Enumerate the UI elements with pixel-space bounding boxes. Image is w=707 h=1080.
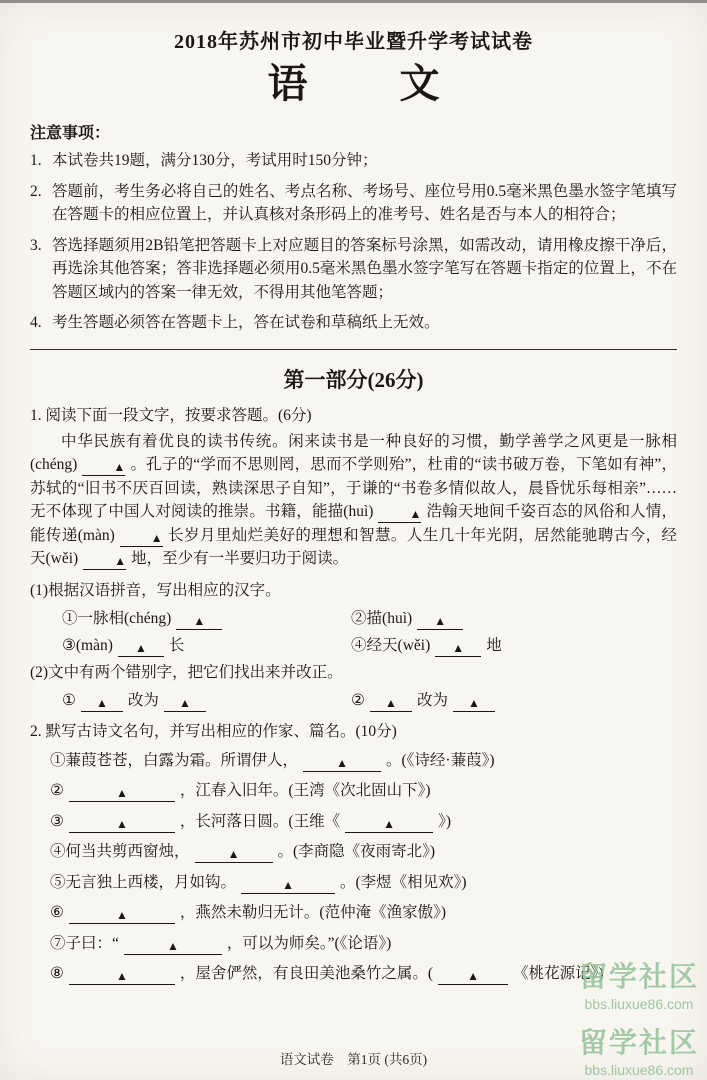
answer-blank: ▲ [241,878,335,894]
text-segment: ④何当共剪西窗烛， [50,843,190,860]
q1-sub2-prompt: (2)文中有两个错别字，把它们找出来并改正。 [30,663,343,681]
notice-heading: 注意事项： [30,125,111,142]
answer-blank: ▲ [69,817,175,833]
subject-title [30,60,677,108]
answer-blank: ▲ [378,507,421,523]
q2-line [30,776,677,807]
q2-line [30,746,677,777]
text-segment: 改为 [127,691,159,709]
pinyin-item [351,632,677,659]
q2-line [30,837,677,868]
answer-blank: ▲ [120,531,163,547]
text-segment: 。(李商隐《夜雨寄北》) [277,843,436,860]
pinyin-item [62,632,351,659]
q2-line [30,868,677,899]
text-segment: 长 [168,636,185,654]
question-2 [30,720,677,990]
text-segment: ，可以为师矣。”(《论语》) [226,934,392,952]
notice-text: 答选择题须用2B铅笔把答题卡上对应题目的答案标号涂黑，如需改动，请用橡皮擦干净后，再选涂其他答案；答非选择题必须用0.5毫米黑色墨水签字笔写在答题卡指定的位置上，不在答题区域内的答案一律无效，不得用其他笔答题； [52,236,677,301]
watermark-name: 留学社区 [578,1027,699,1058]
section-divider [30,349,677,350]
text-segment: ⑦子曰：“ [50,934,119,952]
text-segment: ，屋舍俨然，有良田美池桑竹之属。( [179,965,434,982]
exam-title: 2018年苏州市初中毕业暨升学考试试卷 [174,31,533,53]
text-segment: 改为 [416,691,448,709]
q1-sub1-prompt: (1)根据汉语拼音，写出相应的汉字。 [30,581,281,599]
answer-blank: ▲ [69,786,175,802]
answer-blank: ▲ [303,756,381,772]
text-segment: ③ [50,812,64,830]
q2-line [30,807,677,838]
question-1 [30,404,677,714]
answer-blank: ▲ [118,641,164,657]
notice-item [30,311,677,335]
answer-blank: ▲ [435,641,481,657]
page-footer: 语文试卷 第1页 (共6页) [279,1052,428,1067]
answer-blank: ▲ [345,817,433,833]
q1-prompt: 1. 阅读下面一段文字，按要求答题。(6分) [30,406,312,424]
watermark-name: 留学社区 [578,961,699,992]
text-segment: 地 [486,636,502,654]
text-segment: ⑥ [50,904,64,921]
q2-line [30,929,677,960]
text-segment: 。(李煜《相见欢》) [340,873,467,891]
notice-text: 答题前，考生务必将自己的姓名、考点名称、考场号、座位号用0.5毫米黑色墨水签字笔填写在答题卡的相应位置上，并认真核对条形码上的准考号、姓名是否与本人的相符合； [52,182,677,223]
text-segment: ⑤无言独上西楼，月如钩。 [50,873,237,891]
notice-text: 本试卷共19题，满分130分，考试用时150分钟； [52,152,378,169]
text-segment: ① [62,691,76,709]
pinyin-item [351,605,677,632]
answer-blank: ▲ [69,908,175,924]
answer-blank: ▲ [164,696,206,712]
watermark-url: bbs.liuxue86.com [584,996,694,1012]
answer-blank: ▲ [82,460,125,476]
q2-line [30,898,677,929]
text-segment: ⑧ [50,965,64,982]
answer-blank: ▲ [81,696,123,712]
typo-item [351,687,677,714]
notice-list [30,149,677,335]
answer-blank: ▲ [438,969,508,985]
notice-item [30,234,677,305]
q1-typo-grid [30,687,677,714]
pinyin-item [62,605,351,632]
notice-number: 4. [30,314,42,331]
text-segment: 中华民族有着优良的读书传统。闲来读书是一种良好的习惯，勤学善学之风更是一脉相(chéng) [30,432,677,473]
answer-blank: ▲ [453,696,495,712]
text-segment: 长岁月里灿烂美好的理想和智慧。人生几十年光阴，居然能驰聘古今，经天(wěi) [30,526,677,567]
notice-number: 1. [30,152,42,169]
q1-passage [30,430,677,571]
text-segment: ③(màn) [62,636,113,654]
q2-line [30,959,677,990]
text-segment: ④经天(wěi) [351,636,431,654]
text-segment: 《桃花源记》) [513,965,604,982]
section-title: 第一部分(26分) [283,367,424,392]
text-segment: ②描(huì) [351,609,413,627]
answer-blank: ▲ [370,696,412,712]
q1-pinyin-grid [30,605,677,659]
answer-blank: ▲ [176,614,222,630]
text-segment: ② [351,691,365,709]
notice-item [30,149,677,173]
typo-item [62,687,351,714]
text-segment: 浩翰天地间千姿百态的风俗和人情，能传递(màn) [30,503,677,544]
q2-prompt: 2. 默写古诗文名句，并写出相应的作家、篇名。(10分) [30,722,397,740]
subject-title-text: 语文 [267,61,532,106]
answer-blank: ▲ [195,847,273,863]
text-segment: ①蒹葭苍苍，白露为霜。所谓伊人， [50,751,299,769]
answer-blank: ▲ [124,939,222,955]
answer-blank: ▲ [417,614,463,630]
notice-text: 考生答题必须答在答题卡上，答在试卷和草稿纸上无效。 [52,314,440,331]
text-segment: ，江春入旧年。(王湾《次北固山下》) [179,782,431,799]
text-segment: 地，至少有一半要归功于阅读。 [131,550,349,567]
text-segment: ①一脉相(chéng) [62,609,172,627]
notice-number: 3. [30,236,42,254]
text-segment: 。孔子的“学而不思则罔，思而不学则殆”，杜甫的“读书破万卷，下笔如有神”，苏轼的“旧书不厌百回读，熟读深思子自知”，于谦的“书卷多情似故人，晨昏忧乐每相亲”……无不体现了中国人对阅读的推崇。书籍，能描(huì) [30,456,677,520]
text-segment: ，长河落日圆。(王维《 [179,812,341,830]
answer-blank: ▲ [83,554,126,570]
answer-blank: ▲ [69,969,175,985]
text-segment: 》) [438,812,451,830]
notice-item [30,180,677,227]
text-segment: 。(《诗经·蒹葭》) [386,751,495,769]
text-segment: ② [50,782,64,799]
notice-number: 2. [30,182,42,200]
text-segment: ，燕然未勒归无计。(范仲淹《渔家傲》) [179,904,446,921]
watermark-url: bbs.liuxue86.com [584,1062,694,1078]
